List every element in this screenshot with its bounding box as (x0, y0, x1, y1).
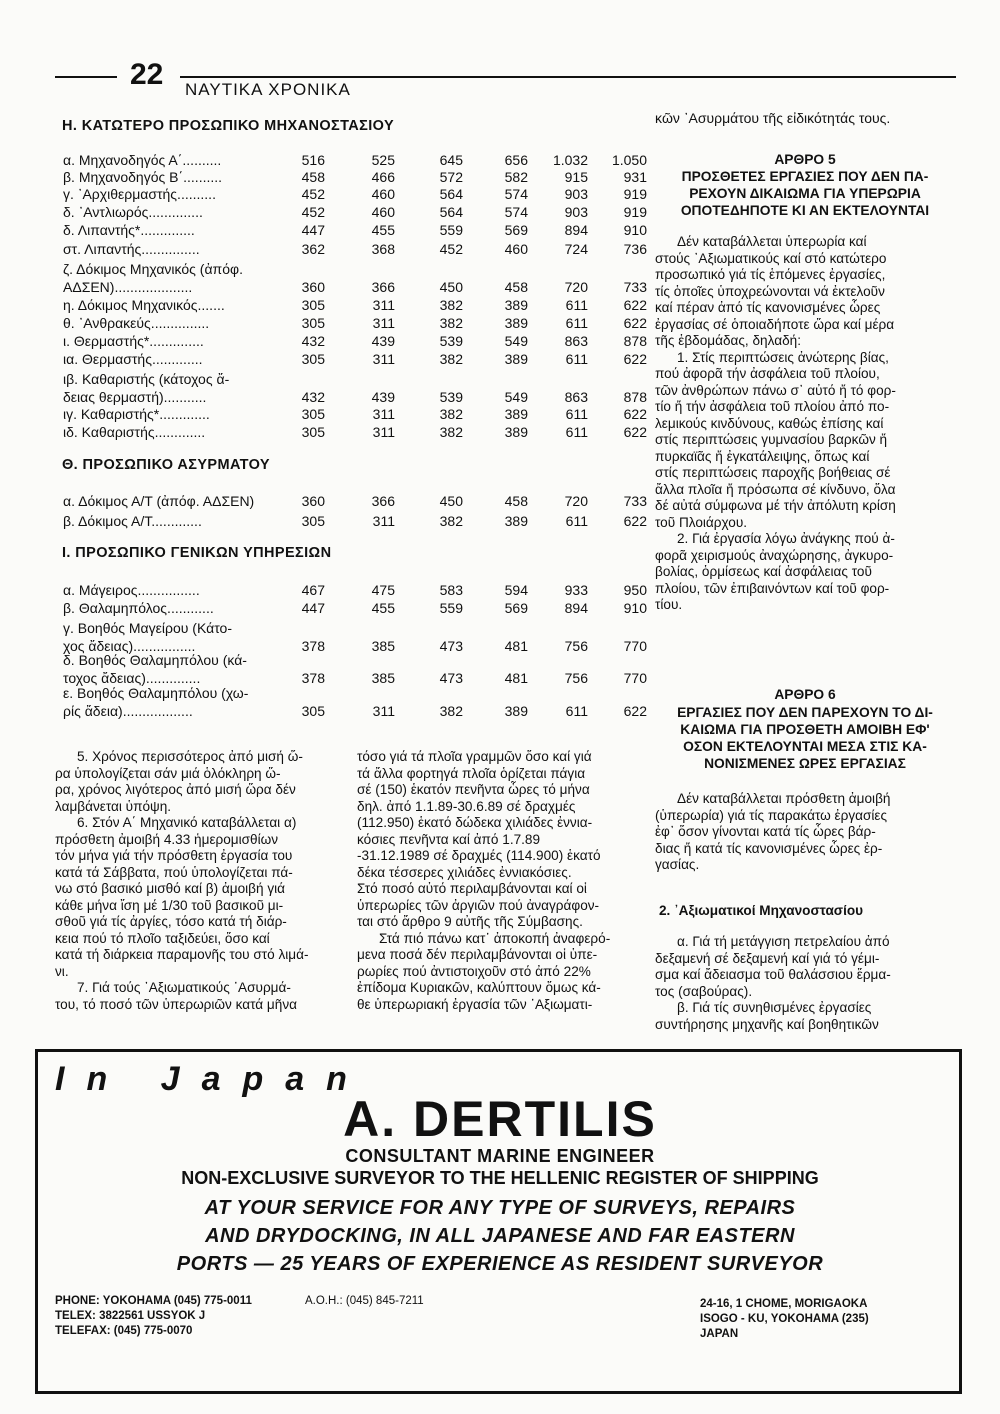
row-value: 389 (504, 424, 528, 440)
table-row (55, 371, 647, 406)
row-value: 622 (623, 315, 647, 331)
row-value: 919 (623, 186, 647, 202)
table-row (55, 332, 647, 350)
row-value: 878 (623, 333, 647, 349)
row-value: 439 (371, 389, 395, 405)
row-value: 305 (301, 315, 325, 331)
row-value: 903 (564, 204, 588, 220)
row-label: α. Δόκιμος Α/Τ (ἀπόφ. ΑΔΣΕΝ) (63, 493, 255, 509)
row-value: 950 (623, 582, 647, 598)
ad-service-line-2: AND DRYDOCKING, IN ALL JAPANESE AND FAR EASTERN (205, 1225, 795, 1247)
row-value: 863 (564, 389, 588, 405)
text-line: Στά πιό πάνω κατ᾿ ἀποκοπή ἀναφερό- (379, 930, 611, 946)
row-value: 863 (564, 333, 588, 349)
row-value: 389 (504, 297, 528, 313)
row-value: 611 (565, 351, 588, 367)
row-value: 432 (301, 333, 325, 349)
text-line: τίου. (655, 597, 683, 612)
table-row (55, 350, 647, 368)
ad-phone: PHONE: YOKOHAMA (045) 775-0011 (55, 1295, 252, 1307)
text-column-2 (357, 749, 642, 1013)
text-line: β. Γιά τίς συνηθισμένες ἐργασίες (677, 1000, 872, 1015)
row-value: 720 (564, 493, 588, 509)
row-value: 894 (564, 222, 588, 238)
row-value: 611 (565, 424, 588, 440)
text-line: ΡΕΧΟΥΝ ΔΙΚΑΙΩΜΑ ΓΙΑ ΥΠΕΡΩΡΙΑ (689, 186, 921, 201)
text-line: του, τό ποσό τῶν ὑπερωριῶν κατά μῆνα (55, 996, 297, 1012)
text-line: κεια πού τό πλοῖο ταξιδεύει, ὅσο καί (55, 930, 270, 946)
magazine-title: ΝΑΥΤΙΚΑ ΧΡΟΝΙΚΑ (185, 80, 351, 99)
table-row (55, 599, 647, 617)
text-line: νω στό βασικό μισθό καί β) ἀμοιβή γιά (55, 881, 285, 896)
row-value: 622 (623, 351, 647, 367)
text-line: δεξαμενή σέ δεξαμενή καί γιά τό γέμι- (655, 950, 880, 966)
row-value: 378 (301, 638, 325, 654)
row-label: ΑΔΣΕΝ).................... (63, 279, 193, 295)
row-value: 366 (371, 279, 395, 295)
ad-company-name: A. DERTILIS (343, 1091, 657, 1147)
row-value: 733 (623, 493, 647, 509)
row-value: 475 (371, 582, 395, 598)
row-value: 460 (371, 186, 395, 202)
text-line: (112.950) ἑκατό δώδεκα χιλιάδες ἐννια- (357, 815, 593, 830)
text-line: τῶν ἀνθρώπων πάνω σ᾿ αὐτό ἤ τό φορ- (655, 382, 896, 398)
table-row (55, 261, 647, 296)
row-value: 525 (371, 152, 395, 168)
table-row (55, 581, 647, 599)
row-value: 574 (504, 204, 528, 220)
text-line: πλοίου, τῶν ἐπιβαινόντων καί τοῦ φορ- (655, 580, 890, 596)
row-value: 450 (439, 493, 463, 509)
row-value: 360 (301, 493, 325, 509)
text-line: Δέν καταβάλλεται πρόσθετη ἀμοιβή (677, 791, 891, 806)
ad-address-2: ISOGO - KU, YOKOHAMA (235) (700, 1313, 869, 1325)
ad-consultant-title: CONSULTANT MARINE ENGINEER (345, 1146, 655, 1166)
text-line: α. Γιά τή μετάγγιση πετρελαίου ἀπό (677, 934, 890, 949)
ad-in-japan: In Japan (55, 1060, 369, 1098)
text-line: προσωπικό γιά τίς ἑπόμενες ἐργασίες, (655, 267, 886, 282)
text-line: τοῦ Πλοιάρχου. (655, 514, 748, 530)
row-value: 549 (504, 333, 528, 349)
table-row (55, 405, 647, 423)
row-label: η. Δόκιμος Μηχανικός....... (63, 297, 225, 313)
table-row (55, 423, 647, 441)
row-label: στ. Λιπαντής............... (63, 241, 200, 257)
text-line: ρα, χρόνος λιγότερος ἀπό μισή ὥρα δέν (55, 782, 296, 797)
table-row (55, 240, 647, 258)
table-row (55, 203, 647, 221)
text-line: ρα ὑπολογίζεται σάν μιά ὁλόκληρη ὥ- (55, 765, 281, 781)
row-value: 311 (372, 424, 395, 440)
row-value: 736 (623, 241, 647, 257)
row-value: 564 (439, 204, 463, 220)
table-row (55, 151, 647, 169)
text-line: ὑπερωρίες τῶν ἀργιῶν πού ἀναγράφον- (357, 897, 600, 913)
text-line: πυρκαϊᾶς ἤ ἐγκατάλειψης, ὅπως καί (655, 448, 870, 464)
row-value: 933 (564, 582, 588, 598)
row-value: 368 (371, 241, 395, 257)
text-line: συντήρησης μηχανῆς καί βοηθητικῶν (655, 1016, 879, 1032)
row-label: γ. ᾿Αρχιθερμαστής.......... (63, 186, 216, 202)
ad-address-1: 24-16, 1 CHOME, MORIGAOKA (700, 1298, 868, 1310)
table-row (55, 492, 647, 510)
section-heading-engine-crew: Η. ΚΑΤΩΤΕΡΟ ΠΡΟΣΩΠΙΚΟ ΜΗΧΑΝΟΣΤΑΣΙΟΥ (62, 118, 395, 134)
text-line: δέ αὐτά σύμφωνα μέ τήν ἀπόλυτη κρίση (655, 498, 896, 513)
row-value: 569 (504, 222, 528, 238)
text-line: νι. (55, 963, 69, 979)
text-line: στούς ᾿Αξιωματικούς καί στό κατώτερο (655, 250, 887, 266)
section-heading-radio-crew: Θ. ΠΡΟΣΩΠΙΚΟ ΑΣΥΡΜΑΤΟΥ (62, 457, 270, 473)
text-line: τίς ὁποῖες ὑποχρεώνονται νά ἐκτελοῦν (655, 283, 885, 299)
text-line: 1. Στίς περιπτώσεις ἀνώτερης βίας, (677, 349, 889, 365)
text-line: σέ (150) ἑκατόν πενῆντα ὧρες τό μήνα (357, 782, 590, 797)
article-5-heading (655, 168, 955, 219)
text-line: βολίας, ὁρμίσεως καί ἀσφάλειας τοῦ (655, 564, 872, 579)
row-value: 910 (623, 222, 647, 238)
table-row (55, 296, 647, 314)
row-value: 385 (371, 670, 395, 686)
text-line: διας ἤ κατά τίς κανονισμένες ὧρες ἐρ- (655, 840, 883, 856)
row-value: 452 (301, 204, 325, 220)
row-value: 455 (371, 600, 395, 616)
article-6-heading (655, 704, 955, 772)
table-row (55, 685, 647, 720)
text-line: 7. Γιά τούς ᾿Αξιωματικούς ᾿Ασυρμά- (77, 980, 291, 995)
row-value: 382 (439, 406, 463, 422)
row-value: 382 (439, 424, 463, 440)
row-value: 564 (439, 186, 463, 202)
row-value: 360 (301, 279, 325, 295)
row-label: δειας θερμαστή)........... (63, 389, 207, 405)
text-line: πρόσθετη ἀμοιβή 4.33 ἡμερομισθίων (55, 831, 279, 847)
row-value: 452 (301, 186, 325, 202)
row-value: 382 (439, 513, 463, 529)
row-value: 622 (623, 424, 647, 440)
text-line: τῆς ἑβδομάδας, δηλαδή: (655, 333, 801, 348)
table-row (55, 185, 647, 203)
article-5-body (655, 234, 960, 614)
row-label: τοχος ἄδειας).............. (63, 670, 201, 686)
row-value: 382 (439, 297, 463, 313)
text-line: ἐργασίας σέ ὁποιαδήποτε ὥρα καί μέρα (655, 316, 895, 332)
row-value: 1.032 (552, 152, 588, 168)
text-line: 2. Γιά ἐργασία λόγω ἀνάγκης πού ἀ- (677, 531, 895, 546)
row-value: 450 (439, 279, 463, 295)
row-value: 473 (439, 638, 463, 654)
row-value: 733 (623, 279, 647, 295)
text-line: ΕΡΓΑΣΙΕΣ ΠΟΥ ΔΕΝ ΠΑΡΕΧΟΥΝ ΤΟ ΔΙ- (677, 705, 933, 720)
text-line: κόσιες πενῆντα καί ἀπό 1.7.89 (357, 831, 541, 847)
text-line: κάθε μήνα ἴση μέ 1/30 τοῦ βασικοῦ μι- (55, 897, 284, 913)
row-value: 549 (504, 389, 528, 405)
row-value: 481 (504, 670, 528, 686)
row-value: 458 (504, 493, 528, 509)
row-value: 611 (565, 513, 588, 529)
row-value: 311 (372, 406, 395, 422)
row-label: δ. Λιπαντής*.............. (63, 222, 195, 238)
row-value: 311 (372, 297, 395, 313)
row-value: 572 (439, 169, 463, 185)
header-rule-right (180, 76, 956, 78)
text-line: κατά τή διάρκεια παραμονῆς του στό λιμά- (55, 947, 309, 962)
row-value: 311 (372, 351, 395, 367)
text-column-1 (55, 749, 335, 1013)
row-value: 389 (504, 406, 528, 422)
text-line: δηλ. ἀπό 1.1.89-30.6.89 σέ δραχμές (357, 798, 576, 814)
row-label-line1: ζ. Δόκιμος Μηχανικός (ἀπόφ. (63, 261, 243, 277)
ad-surveyor-title: NON-EXCLUSIVE SURVEYOR TO THE HELLENIC REGISTER OF SHIPPING (181, 1168, 819, 1188)
row-label-line1: ε. Βοηθός Θαλαμηπόλου (χω- (63, 685, 249, 701)
row-value: 311 (372, 513, 395, 529)
row-value: 770 (623, 638, 647, 654)
row-value: 447 (301, 222, 325, 238)
text-line: ΚΑΙΩΜΑ ΓΙΑ ΠΡΟΣΘΕΤΗ ΑΜΟΙΒΗ ΕΦ' (680, 722, 930, 737)
row-value: 582 (504, 169, 528, 185)
ad-service-line-3: PORTS — 25 YEARS OF EXPERIENCE AS RESIDENT SURVEYOR (176, 1253, 824, 1275)
row-label: ια. Θερμαστής............. (63, 351, 203, 367)
row-value: 720 (564, 279, 588, 295)
text-line: σμα καί ἄδειασμα τοῦ θαλάσσιου ἕρμα- (655, 967, 891, 982)
row-value: 656 (504, 152, 528, 168)
row-value: 611 (565, 297, 588, 313)
row-label: ιδ. Καθαριστής............. (63, 424, 206, 440)
row-value: 611 (565, 315, 588, 331)
row-value: 574 (504, 186, 528, 202)
row-label-line1: δ. Βοηθός Θαλαμηπόλου (κά- (63, 652, 247, 668)
row-value: 311 (372, 703, 395, 719)
row-value: 305 (301, 424, 325, 440)
row-value: 382 (439, 703, 463, 719)
row-value: 432 (301, 389, 325, 405)
ad-aoh: A.O.H.: (045) 845-7211 (305, 1295, 424, 1307)
row-value: 305 (301, 351, 325, 367)
text-line: (ὑπερωρία) γιά τίς παρακάτω ἐργασίες (655, 807, 887, 823)
row-label: ι. Θερμαστής*.............. (63, 333, 204, 349)
table-row (55, 168, 647, 186)
row-value: 931 (623, 169, 647, 185)
text-line: πού ἀφορᾶ τήν ἀσφάλεια τοῦ πλοίου, (655, 366, 880, 381)
article-6-body (655, 791, 960, 874)
text-line: 5. Χρόνος περισσότερος ἀπό μισή ὥ- (77, 749, 303, 764)
row-value: 559 (439, 222, 463, 238)
row-label-line1: ιβ. Καθαριστής (κάτοχος ἄ- (63, 371, 230, 387)
row-value: 311 (372, 315, 395, 331)
row-value: 473 (439, 670, 463, 686)
article-6-title: ΑΡΘΡΟ 6 (774, 687, 836, 702)
row-value: 622 (623, 297, 647, 313)
text-line: λαμβάνεται ὑπόψη. (55, 798, 172, 814)
section-heading-general-services: Ι. ΠΡΟΣΩΠΙΚΟ ΓΕΝΙΚΩΝ ΥΠΗΡΕΣΙΩΝ (62, 545, 332, 561)
row-value: 466 (371, 169, 395, 185)
text-line: 6. Στόν Α΄ Μηχανικό καταβάλλεται α) (77, 815, 297, 830)
col3-continuation: κῶν ᾿Ασυρμάτου τῆς εἰδικότητάς τους. (655, 110, 891, 126)
text-line: τος (σαβούρας). (655, 983, 753, 999)
row-value: 539 (439, 389, 463, 405)
row-label: β. Θαλαμηπόλος............ (63, 600, 214, 616)
ad-telex: TELEX: 3822561 USSYOK J (55, 1310, 206, 1322)
text-line: σθοῦ γιά τίς ἀργίες, τόσο κατά τή διάρ- (55, 914, 287, 929)
row-value: 645 (439, 152, 463, 168)
row-value: 539 (439, 333, 463, 349)
text-line: τίο ἤ τήν ἀσφάλεια τοῦ πλοίου ἀπό πο- (655, 399, 890, 414)
row-value: 611 (565, 703, 588, 719)
article-6-subheading: 2. ᾿Αξιωματικοί Μηχανοστασίου (659, 903, 864, 918)
row-value: 1.050 (611, 152, 647, 168)
row-value: 915 (564, 169, 588, 185)
row-value: 460 (504, 241, 528, 257)
ad-telefax: TELEFAX: (045) 775-0070 (55, 1325, 193, 1337)
row-value: 362 (301, 241, 325, 257)
row-value: 447 (301, 600, 325, 616)
row-value: 611 (565, 406, 588, 422)
table-row (55, 512, 647, 530)
row-value: 366 (371, 493, 395, 509)
row-value: 770 (623, 670, 647, 686)
text-line: μενα ποσά δέν περιλαμβάνονται οἱ ὑπε- (357, 947, 598, 962)
row-value: 439 (371, 333, 395, 349)
row-value: 481 (504, 638, 528, 654)
row-value: 569 (504, 600, 528, 616)
row-value: 910 (623, 600, 647, 616)
row-value: 389 (504, 351, 528, 367)
row-value: 458 (504, 279, 528, 295)
article-6-subbody (655, 934, 960, 1033)
table-row (55, 221, 647, 239)
row-value: 305 (301, 703, 325, 719)
text-line: στίς περιπτώσεις γυμνασίου βαρκῶν ἤ (655, 432, 888, 447)
text-line: καί πέραν ἀπό τίς κανονισμένες ὧρες (655, 300, 881, 315)
row-value: 756 (564, 670, 588, 686)
row-value: 389 (504, 513, 528, 529)
text-line: ΠΡΟΣΘΕΤΕΣ ΕΡΓΑΣΙΕΣ ΠΟΥ ΔΕΝ ΠΑ- (681, 169, 929, 184)
row-label: β. Δόκιμος Α/Τ............. (63, 513, 202, 529)
row-value: 385 (371, 638, 395, 654)
text-line: τόν μήνα γιά τήν πρόσθετη ἐργασία του (55, 848, 293, 863)
row-value: 878 (623, 389, 647, 405)
article-5-title: ΑΡΘΡΟ 5 (774, 152, 836, 167)
row-label: θ. ᾿Ανθρακεύς............... (63, 315, 210, 331)
text-line: ἄλλα πλοῖα ἤ πρόσωπα σέ κίνδυνο, ὅλα (655, 481, 896, 497)
row-label: δ. ᾿Αντλιωρός.............. (63, 204, 203, 220)
row-value: 389 (504, 315, 528, 331)
text-line: Στό ποσό αὐτό περιλαμβάνονται καί οἱ (357, 881, 587, 896)
text-line: ται στό ἄρθρο 9 αὐτῆς τῆς Σύμβασης. (357, 914, 583, 929)
text-line: ἐφ᾿ ὅσον γίνονται κατά τίς ὧρες βάρ- (655, 824, 876, 839)
row-value: 455 (371, 222, 395, 238)
row-label: α. Μηχανοδηγός Α΄.......... (63, 152, 222, 168)
row-value: 622 (623, 406, 647, 422)
text-line: λεμικούς κινδύνους, καθώς ἐπίσης καί (655, 415, 884, 431)
row-label: ρίς ἄδεια).................. (63, 703, 193, 719)
text-line: ρωρίες πού ἀντιστοιχοῦν στό ἀπό 22% (357, 963, 591, 979)
row-value: 452 (439, 241, 463, 257)
text-line: κατά τά Σάββατα, πού ὑπολογίζεται πά- (55, 864, 293, 880)
text-line: στίς περιπτώσεις παροχῆς βοήθειας σέ (655, 465, 891, 480)
ad-service-line-1: AT YOUR SERVICE FOR ANY TYPE OF SURVEYS, REPAIRS (204, 1197, 796, 1219)
text-line: τόσο γιά τά πλοῖα γραμμῶν ὅσο καί γιά (357, 749, 592, 764)
row-value: 460 (371, 204, 395, 220)
row-label: α. Μάγειρος................ (63, 582, 200, 598)
row-value: 903 (564, 186, 588, 202)
page-number: 22 (130, 58, 164, 91)
row-value: 305 (301, 406, 325, 422)
row-value: 622 (623, 513, 647, 529)
row-label: β. Μηχανοδηγός Β΄.......... (63, 169, 223, 185)
row-value: 382 (439, 315, 463, 331)
row-value: 305 (301, 297, 325, 313)
row-value: 382 (439, 351, 463, 367)
row-value: 594 (504, 582, 528, 598)
text-line: ΝΟΝΙΣΜΕΝΕΣ ΩΡΕΣ ΕΡΓΑΣΙΑΣ (704, 756, 906, 771)
text-line: φορᾶ χειρισμούς ἀναχώρησης, ἀγκυρο- (655, 547, 894, 563)
row-label: ιγ. Καθαριστής*............. (63, 406, 210, 422)
row-label-line1: γ. Βοηθός Μαγείρου (Κάτο- (63, 620, 233, 636)
text-line: -31.12.1989 σέ δραχμές (114.900) ἑκατό (357, 848, 601, 863)
row-value: 583 (439, 582, 463, 598)
row-value: 919 (623, 204, 647, 220)
text-line: ἐπίδομα Κυριακῶν, καλύπτουν ὅμως κά- (357, 980, 601, 995)
text-line: γασίας. (655, 857, 700, 872)
row-value: 559 (439, 600, 463, 616)
row-value: 894 (564, 600, 588, 616)
table-row (55, 314, 647, 332)
text-line: τά ἄλλα φορτηγά πλοῖα ὁρίζεται πάγια (357, 765, 586, 781)
row-value: 389 (504, 703, 528, 719)
row-value: 756 (564, 638, 588, 654)
row-value: 467 (301, 582, 325, 598)
text-line: Δέν καταβάλλεται ὑπερωρία καί (677, 234, 867, 249)
row-label: χος ἄδειας)................ (63, 638, 196, 654)
text-line: δέκα τέσσερες χιλιάδες ἐννιακόσιες. (357, 864, 572, 880)
header-rule-left (55, 76, 117, 78)
text-line: ΟΣΟΝ ΕΚΤΕΛΟΥΝΤΑΙ ΜΕΣΑ ΣΤΙΣ ΚΑ- (683, 739, 927, 754)
row-value: 378 (301, 670, 325, 686)
row-value: 305 (301, 513, 325, 529)
text-line: θε ὑπερωριακή ἐργασία τῶν ᾿Αξιωματι- (357, 996, 593, 1012)
row-value: 724 (564, 241, 588, 257)
row-value: 458 (301, 169, 325, 185)
row-value: 516 (301, 152, 325, 168)
row-value: 622 (623, 703, 647, 719)
ad-address-3: JAPAN (700, 1328, 739, 1340)
text-line: ΟΠΟΤΕΔΗΠΟΤΕ ΚΙ ΑΝ ΕΚΤΕΛΟΥΝΤΑΙ (680, 203, 930, 218)
